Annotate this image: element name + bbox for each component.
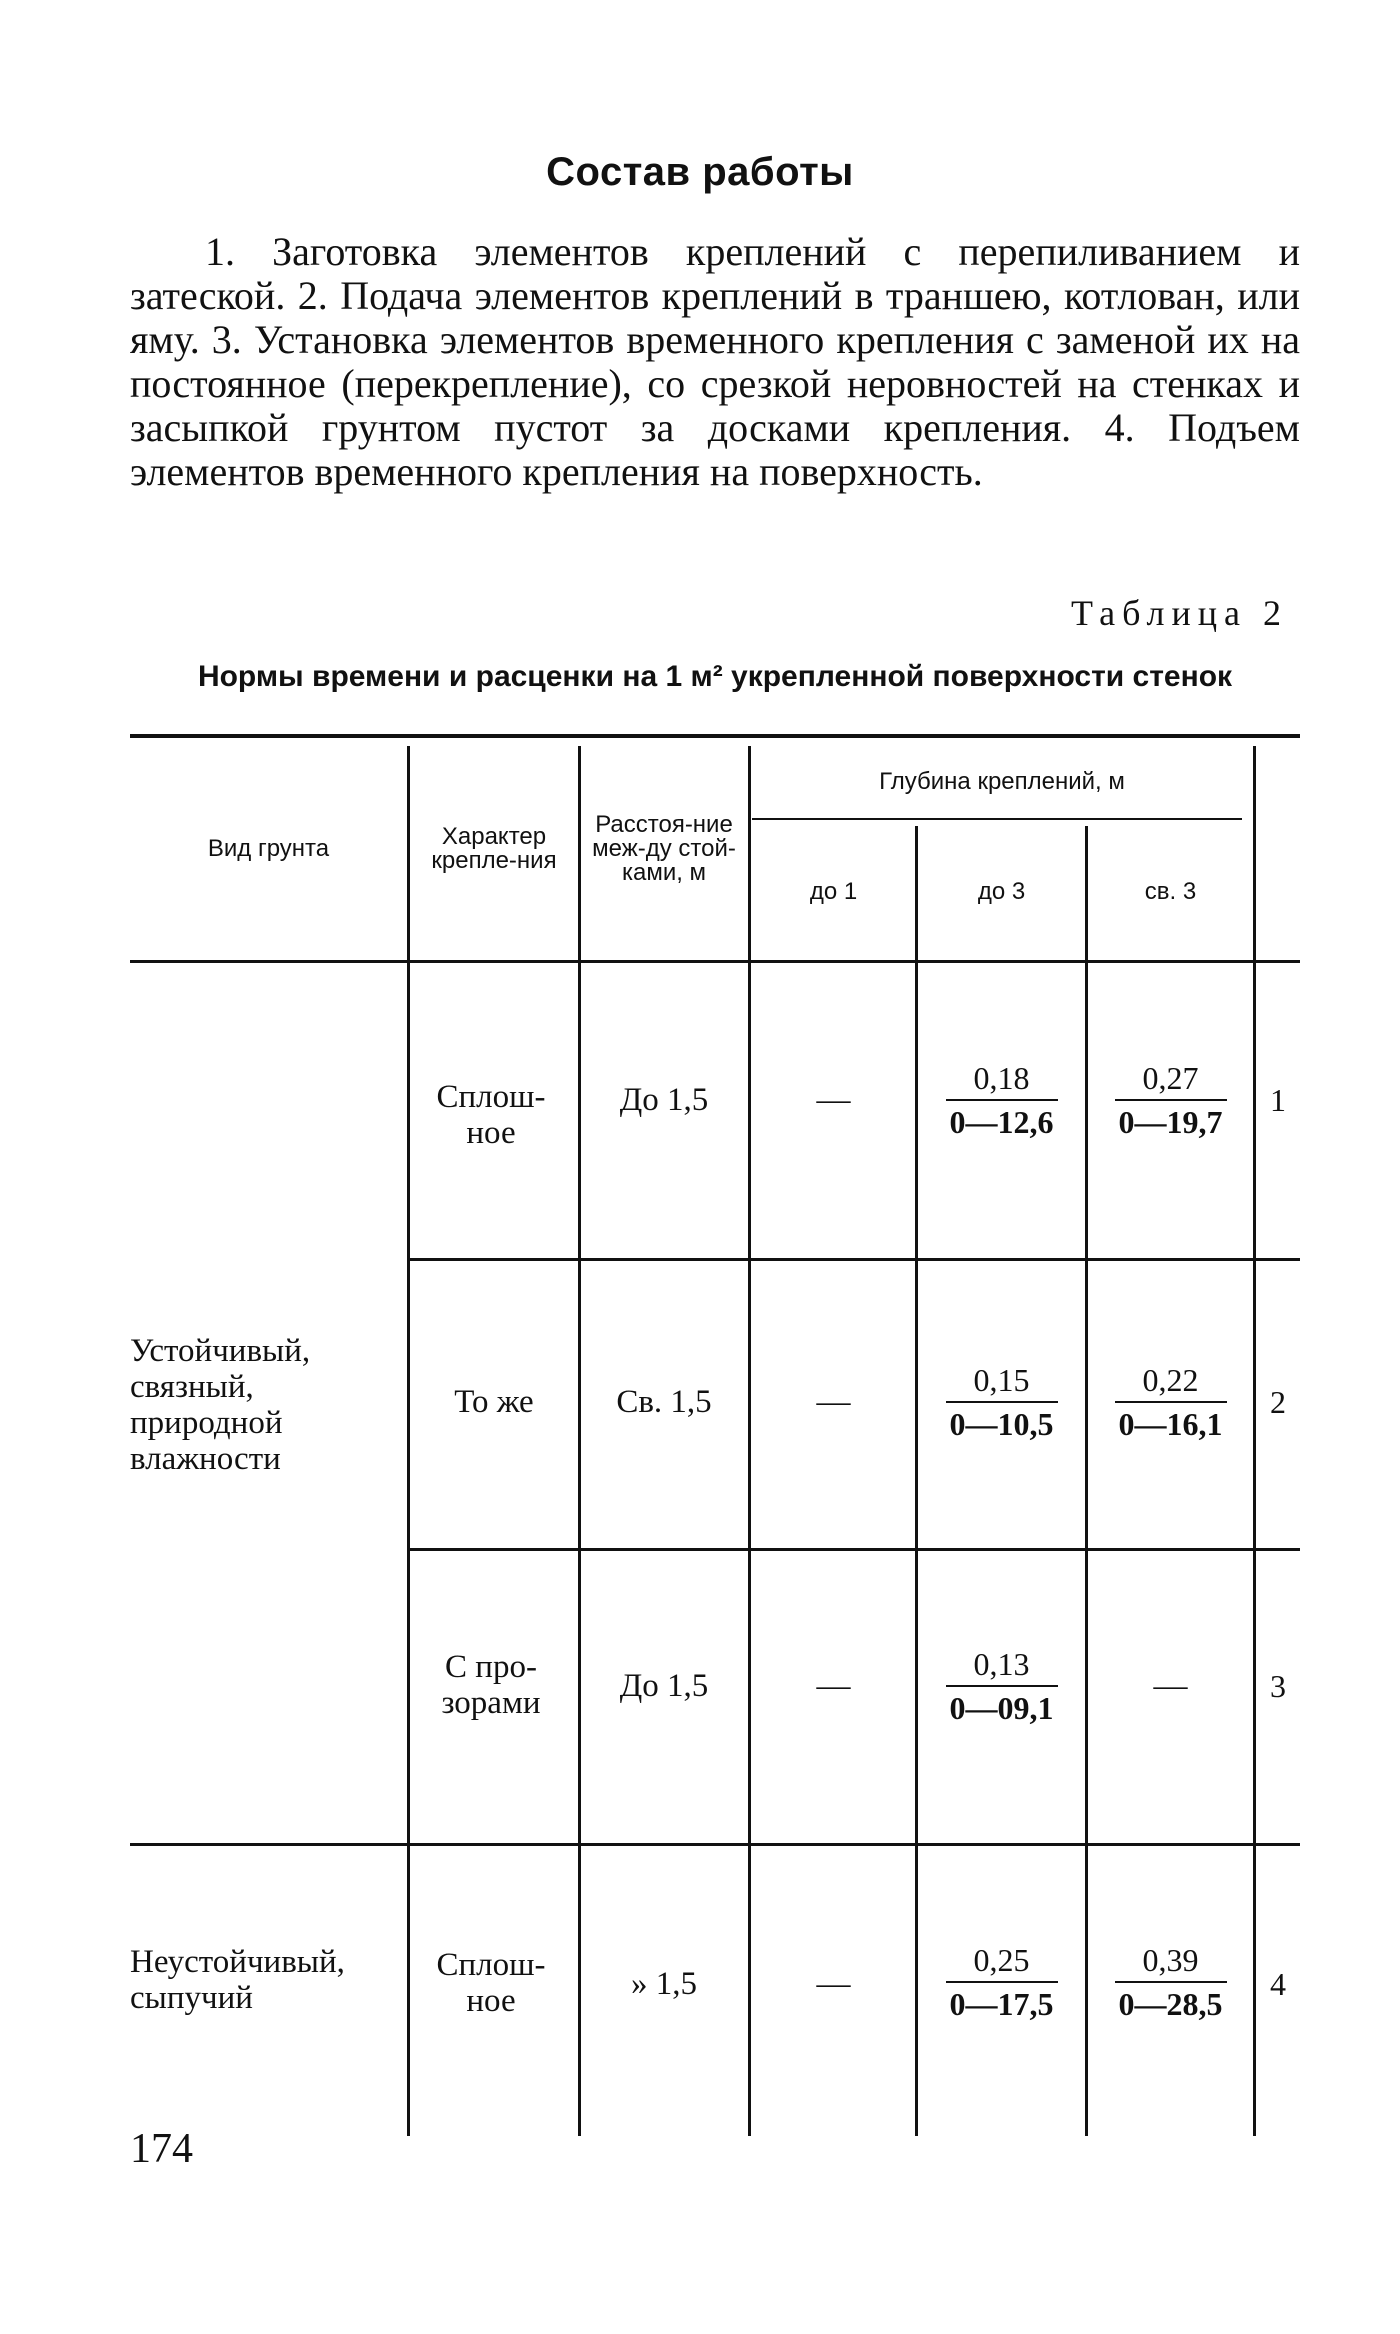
rate-value: 0—09,1	[946, 1685, 1058, 1727]
rate-value: 0—10,5	[946, 1401, 1058, 1443]
table-label: Таблица 2	[1071, 593, 1288, 633]
row-rule-2	[410, 1548, 1300, 1551]
header-soil: Вид грунта	[207, 835, 330, 862]
norm-value: 0,13	[973, 1646, 1030, 1682]
row-type: Сплош-ное	[436, 1079, 546, 1151]
row-type: То же	[454, 1384, 534, 1420]
row-rule-1	[410, 1258, 1300, 1261]
depth-group-rule	[752, 818, 1242, 820]
row-number: 4	[1270, 1965, 1286, 2002]
rate-value: 0—16,1	[1115, 1401, 1227, 1443]
row-type: С про-зорами	[441, 1649, 541, 1721]
col-rule-3	[748, 746, 751, 2136]
row-type: Сплош-ное	[436, 1947, 546, 2019]
row-distance: » 1,5	[631, 1966, 697, 2002]
row-depth-over3	[1088, 1342, 1253, 1462]
rate-value: 0—17,5	[946, 1981, 1058, 2023]
header-bottom-rule	[130, 960, 1300, 963]
row-depth-1: —	[816, 1081, 851, 1118]
norm-value: 0,18	[973, 1060, 1030, 1096]
section-title: Состав работы	[546, 150, 854, 194]
row-depth-3	[918, 1342, 1085, 1462]
work-text: 1. Заготовка элементов креплений с перепиливанием и затеской. 2. Подача элементов креплений в траншею, котлован, или яму. 3. Установка элементов временного крепления с заменой их на постоянное (перекрепление), со срезкой неровностей на стенках и засыпкой грунтом пустот за досками крепления. 4. Подъем элементов временного крепления на поверхность.	[130, 229, 1300, 494]
row-depth-3	[918, 1040, 1085, 1160]
norm-value: 0,25	[973, 1942, 1030, 1978]
rate-value: 0—19,7	[1115, 1099, 1227, 1141]
row-depth-1: —	[816, 1965, 851, 2002]
header-distance: Расстоя-ние меж-ду стой-ками, м	[592, 811, 736, 886]
rate-value: 0—28,5	[1115, 1981, 1227, 2023]
norm-value: 0,39	[1142, 1942, 1199, 1978]
header-depth-1: до 1	[809, 878, 858, 905]
row-distance: Св. 1,5	[616, 1384, 712, 1420]
row-depth-over3: —	[1153, 1667, 1188, 1704]
col-rule-1	[407, 746, 410, 2136]
group-rule	[130, 1843, 1300, 1846]
table-caption: Нормы времени и расценки на 1 м² укрепленной поверхности стенок	[197, 660, 1233, 693]
table-top-rule	[130, 734, 1300, 738]
row-number: 1	[1270, 1081, 1286, 1118]
row-number: 2	[1270, 1383, 1286, 1420]
work-description	[130, 230, 1300, 494]
row-depth-3	[918, 1626, 1085, 1746]
row-depth-1: —	[816, 1667, 851, 1704]
row-depth-3	[918, 1922, 1085, 2042]
soil-group-stable: Устойчивый, связный, природной влажности	[130, 1333, 311, 1477]
norm-value: 0,27	[1142, 1060, 1199, 1096]
norm-value: 0,15	[973, 1362, 1030, 1398]
header-type: Характер крепле-ния	[431, 823, 557, 874]
header-depth-3: до 3	[977, 878, 1026, 905]
page-number: 174	[130, 2126, 193, 2172]
row-distance: До 1,5	[619, 1668, 709, 1704]
row-number: 3	[1270, 1667, 1286, 1704]
norm-value: 0,22	[1142, 1362, 1199, 1398]
header-depth-over3: св. 3	[1144, 878, 1197, 905]
row-distance: До 1,5	[619, 1082, 709, 1118]
row-depth-over3	[1088, 1040, 1253, 1160]
header-depth-group: Глубина креплений, м	[879, 768, 1125, 795]
row-depth-over3	[1088, 1922, 1253, 2042]
soil-group-unstable: Неустойчивый, сыпучий	[130, 1944, 345, 2016]
rate-value: 0—12,6	[946, 1099, 1058, 1141]
col-rule-2	[578, 746, 581, 2136]
row-depth-1: —	[816, 1383, 851, 1420]
